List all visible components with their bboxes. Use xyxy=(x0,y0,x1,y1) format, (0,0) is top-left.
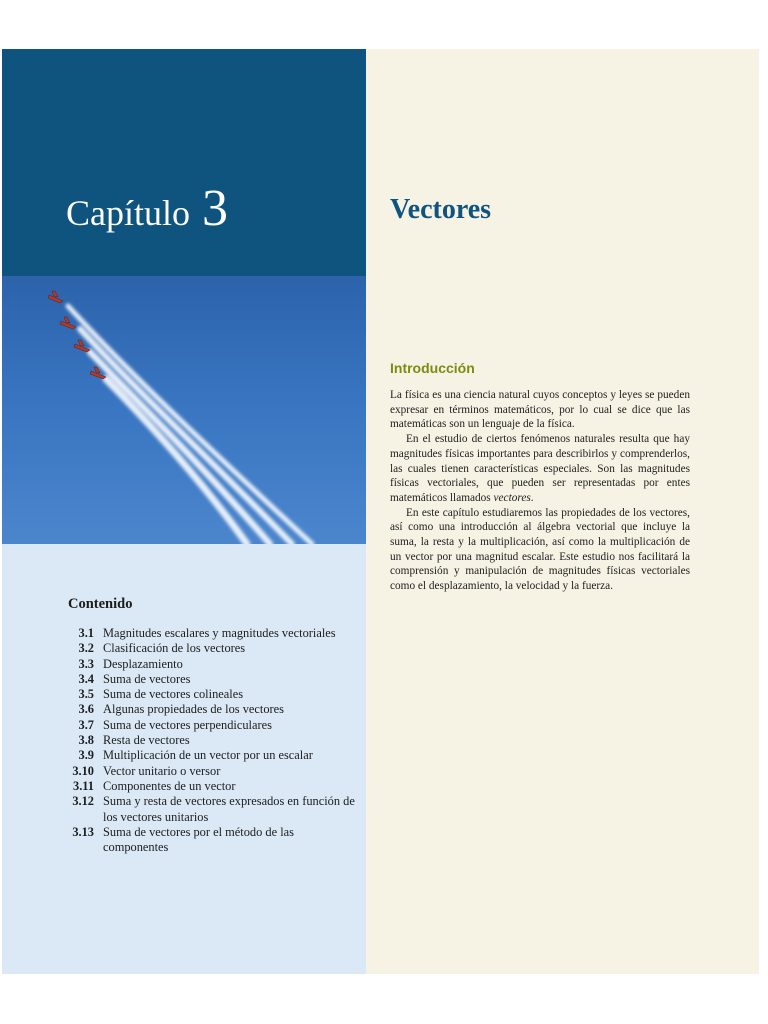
toc-item-text: Clasificación de los vectores xyxy=(103,641,246,656)
chapter-label: Capítulo xyxy=(66,193,190,233)
toc-item-number: 3.4 xyxy=(78,671,94,686)
chapter-heading xyxy=(66,179,228,238)
toc-item-number: 3.10 xyxy=(72,763,94,778)
toc-item-number: 3.8 xyxy=(78,733,94,748)
toc-item xyxy=(62,702,362,717)
toc-item-text: Suma de vectores perpendiculares xyxy=(103,717,272,732)
chapter-title: Vectores xyxy=(390,194,492,225)
toc-item-text: Desplazamiento xyxy=(103,656,183,671)
toc-item-text: Suma de vectores colineales xyxy=(103,687,244,702)
toc-item-number: 3.2 xyxy=(78,641,94,656)
airplanes-contrails-icon xyxy=(2,276,366,544)
toc-item-number: 3.1 xyxy=(78,626,94,640)
contrails-illustration xyxy=(2,276,366,544)
toc-item-number: 3.6 xyxy=(78,702,94,717)
toc-item xyxy=(62,672,362,687)
intro-heading: Introducción xyxy=(390,360,475,376)
intro-paragraph-2-emphasis: vectores xyxy=(493,491,531,504)
intro-paragraph-2-text: En el estudio de ciertos fenómenos naturales resulta que hay magnitudes físicas importantes para describirlos y comprenderlos, las cuales tienen características especiales. Son las magnitudes físicas vectoriales, que pueden ser representadas por entes matemáticos llamados xyxy=(390,433,690,504)
toc-item-text: Magnitudes escalares y magnitudes vectoriales xyxy=(103,626,336,640)
toc-item xyxy=(62,641,362,656)
toc-item-number: 3.13 xyxy=(72,824,94,839)
left-column xyxy=(2,49,366,974)
toc-item xyxy=(62,687,362,702)
toc-item-text: Suma de vectores xyxy=(103,671,191,686)
toc-item-text: Multiplicación de un vector por un escalar xyxy=(103,748,313,763)
contents-panel xyxy=(2,544,366,974)
toc-item xyxy=(62,718,362,733)
table-of-contents xyxy=(62,626,362,855)
contents-heading: Contenido xyxy=(68,596,133,612)
toc-item xyxy=(62,657,362,672)
toc-item-number: 3.5 xyxy=(78,687,94,702)
toc-item-text: Vector unitario o versor xyxy=(103,763,221,778)
intro-paragraph-3: En este capítulo estudiaremos las propiedades de los vectores, así como una introducción al álgebra vectorial que incluye la suma, la resta y la multiplicación, así como la multiplicación de un vector por una magnitud escalar. Este estudio nos facilitará la comprensión y manipulación de magnitudes físicas vectoriales como el desplazamiento, la velocidad y la fuerza. xyxy=(390,506,690,593)
toc-item xyxy=(62,825,362,856)
toc-item-text: Componentes de un vector xyxy=(103,778,236,793)
intro-paragraph-2 xyxy=(390,432,690,506)
intro-paragraph-2-end: . xyxy=(530,491,534,504)
chapter-number: 3 xyxy=(202,180,228,237)
toc-item-text: Suma de vectores por el método de las componentes xyxy=(103,824,294,855)
intro-paragraph-1: La física es una ciencia natural cuyos conceptos y leyes se pueden expresar en términos matemáticos, por lo cual se dice que las matemáticas son un lenguaje de la física. xyxy=(390,389,690,431)
toc-item-number: 3.9 xyxy=(78,748,94,763)
toc-item xyxy=(62,764,362,779)
intro-body xyxy=(390,388,690,594)
toc-item xyxy=(62,779,362,794)
book-page xyxy=(2,49,759,974)
chapter-header xyxy=(2,49,366,276)
toc-item xyxy=(62,748,362,763)
toc-item xyxy=(62,626,362,641)
right-column xyxy=(366,49,759,974)
toc-item-text: Suma y resta de vectores expresados en función de los vectores unitarios xyxy=(103,794,355,824)
toc-item-number: 3.7 xyxy=(78,717,94,732)
toc-item-text: Algunas propiedades de los vectores xyxy=(103,702,284,717)
toc-item-number: 3.12 xyxy=(72,794,94,809)
toc-item xyxy=(62,794,362,825)
toc-item-number: 3.11 xyxy=(73,778,94,793)
toc-item-text: Resta de vectores xyxy=(103,733,190,748)
toc-item-number: 3.3 xyxy=(78,656,94,671)
toc-item xyxy=(62,733,362,748)
